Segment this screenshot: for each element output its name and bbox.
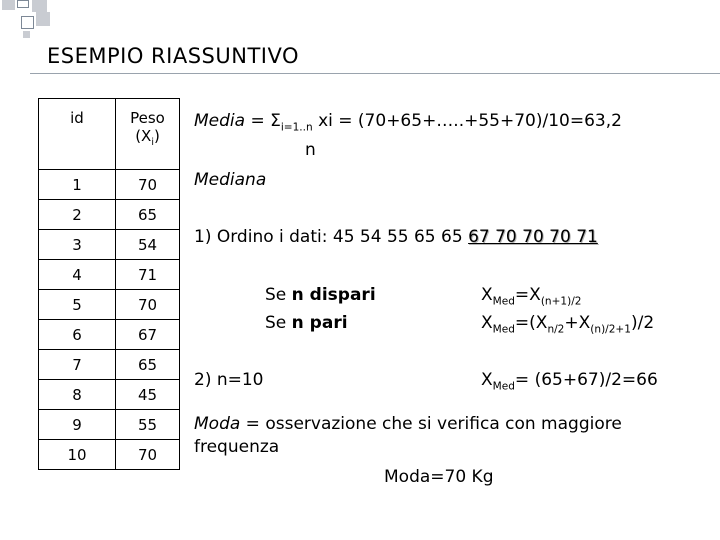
- decor-square-5: [36, 12, 50, 26]
- media-denominator: n: [305, 140, 316, 160]
- moda-definition-line2: frequenza: [194, 437, 280, 457]
- header-peso: Peso $(X_i)$: [116, 99, 180, 170]
- table-row: 10 70: [39, 440, 180, 470]
- decor-square-6: [23, 31, 30, 38]
- table-row: 9 55: [39, 410, 180, 440]
- title-rule: [30, 73, 720, 74]
- case-even: Se n pari: [265, 313, 348, 333]
- table-row: 6 67: [39, 320, 180, 350]
- media-formula: Media = $\Sigma_{i=1..n}$ xi = (70+65+…..+55+70)/10=63,2: [194, 111, 622, 134]
- table-row: 2 65: [39, 200, 180, 230]
- ordered-data-line: 1) Ordino i dati: 45 54 55 65 65 67 70 70 70 71: [194, 227, 598, 247]
- decor-square-2: [17, 0, 29, 8]
- decor-square-1: [2, 0, 15, 10]
- media-label: Media: [194, 111, 246, 131]
- case-odd: Se n dispari: [265, 285, 376, 305]
- header-id: id: [39, 99, 116, 170]
- formula-odd: $X_{Med}=X_{(n+1)/2}$: [481, 285, 582, 308]
- ordered-upper-half: 67 70 70 70 71: [468, 227, 598, 247]
- decor-square-4: [21, 16, 34, 29]
- table-header: [39, 99, 180, 170]
- moda-value: Moda=70 Kg: [384, 467, 494, 487]
- mediana-result: $X_{Med}= (65+67)/2=66$: [481, 370, 658, 393]
- table-row: 5 70: [39, 290, 180, 320]
- moda-definition: Moda = osservazione che si verifica con maggiore: [194, 414, 622, 434]
- n-value-line: 2) n=10: [194, 370, 264, 390]
- table-row: 3 54: [39, 230, 180, 260]
- table-row: 8 45: [39, 380, 180, 410]
- data-table: [38, 98, 180, 470]
- table-row: 1 70: [39, 170, 180, 200]
- decor-square-3: [32, 0, 47, 12]
- table-row: 7 65: [39, 350, 180, 380]
- moda-label: Moda: [194, 414, 241, 434]
- formula-even: $X_{Med}=(X_{n/2}+X_{(n)/2+1})/2$: [481, 313, 655, 336]
- table-row: 4 71: [39, 260, 180, 290]
- slide-title: ESEMPIO RIASSUNTIVO: [47, 44, 299, 68]
- mediana-label: Mediana: [194, 170, 267, 190]
